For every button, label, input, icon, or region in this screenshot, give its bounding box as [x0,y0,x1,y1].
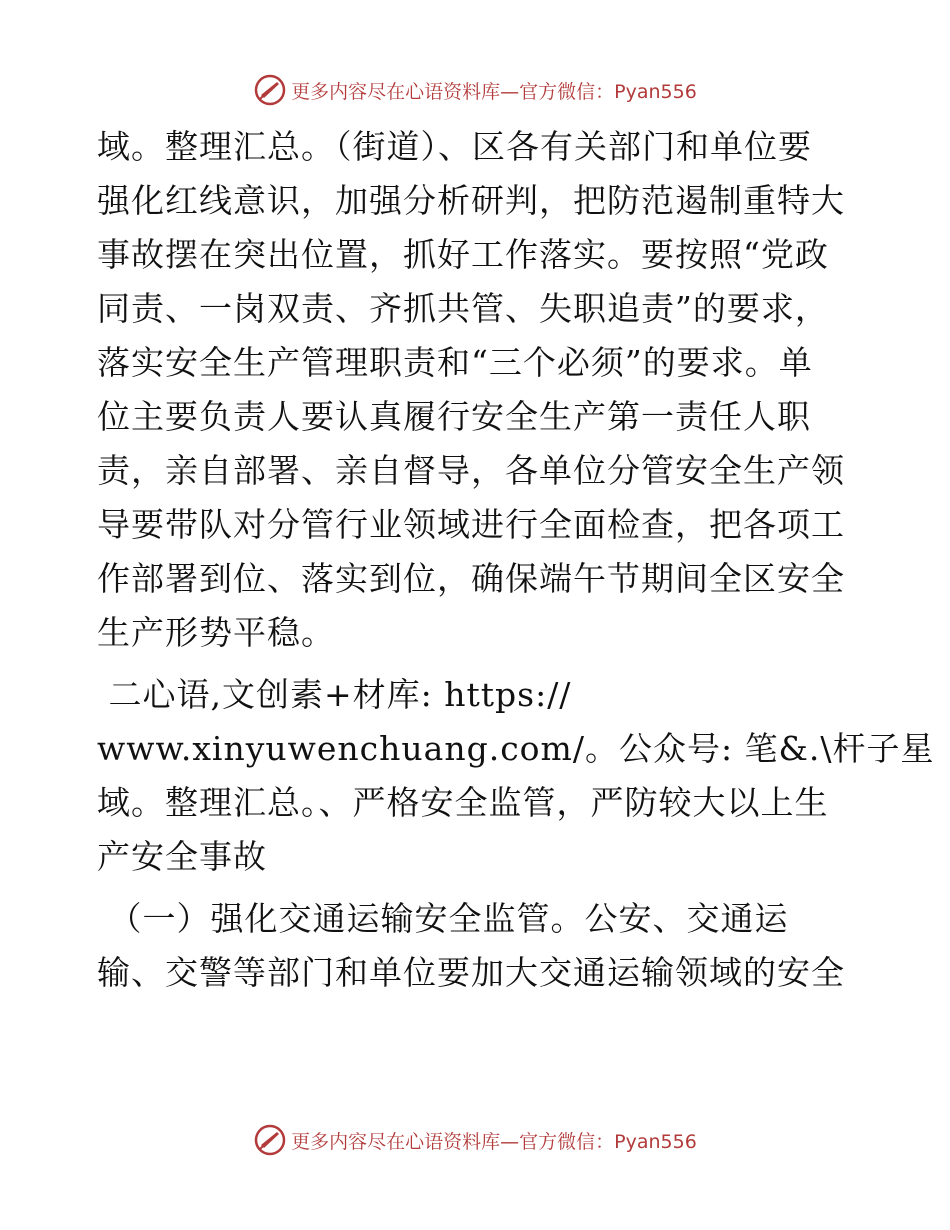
text-line: 同责、一岗双责、齐抓共管、失职追责”的要求， [97,289,829,328]
text-line: 域。整理汇总。（街道）、区各有关部门和单位要 [97,127,812,166]
text-line: 输、交警等部门和单位要加大交通运输领域的安全 [97,953,845,992]
text-line: 二心语,文创素+材库: https:// [97,675,572,714]
xinyu-logo-icon [253,73,287,107]
text-line: 作部署到位、落实到位，确保端午节期间全区安全 [97,559,845,598]
header-watermark-text: 更多内容尽在心语资料库—官方微信：Pyan556 [291,80,697,103]
text-line: 生产形势平稳。 [97,613,335,652]
paragraph-3 [97,892,857,1000]
text-line: 责，亲自部署、亲自督导，各单位分管安全生产领 [97,451,845,490]
text-line: 落实安全生产管理职责和“三个必须”的要求。单 [97,343,813,382]
text-line: 事故摆在突出位置，抓好工作落实。要按照“党政 [97,235,829,274]
footer-watermark-banner [0,1120,950,1160]
paragraph-2 [97,668,935,884]
text-line: （一）强化交通运输安全监管。公安、交通运 [97,899,789,938]
text-line: 导要带队对分管行业领域进行全面检查，把各项工 [97,505,845,544]
text-line: 位主要负责人要认真履行安全生产第一责任人职 [97,397,811,436]
xinyu-logo-icon [253,1123,287,1157]
document-body [97,120,935,1000]
text-line: www.xinyuwenchuang.com/。公众号: 笔&.\杆子星 [97,729,935,768]
text-line: 域。整理汇总。、严格安全监管，严防较大以上生 [97,783,829,822]
text-line: 产安全事故 [97,837,267,876]
header-watermark-banner [0,70,950,110]
paragraph-1 [97,120,857,660]
footer-watermark-text: 更多内容尽在心语资料库—官方微信：Pyan556 [291,1130,697,1153]
text-line: 强化红线意识，加强分析研判，把防范遏制重特大 [97,181,845,220]
